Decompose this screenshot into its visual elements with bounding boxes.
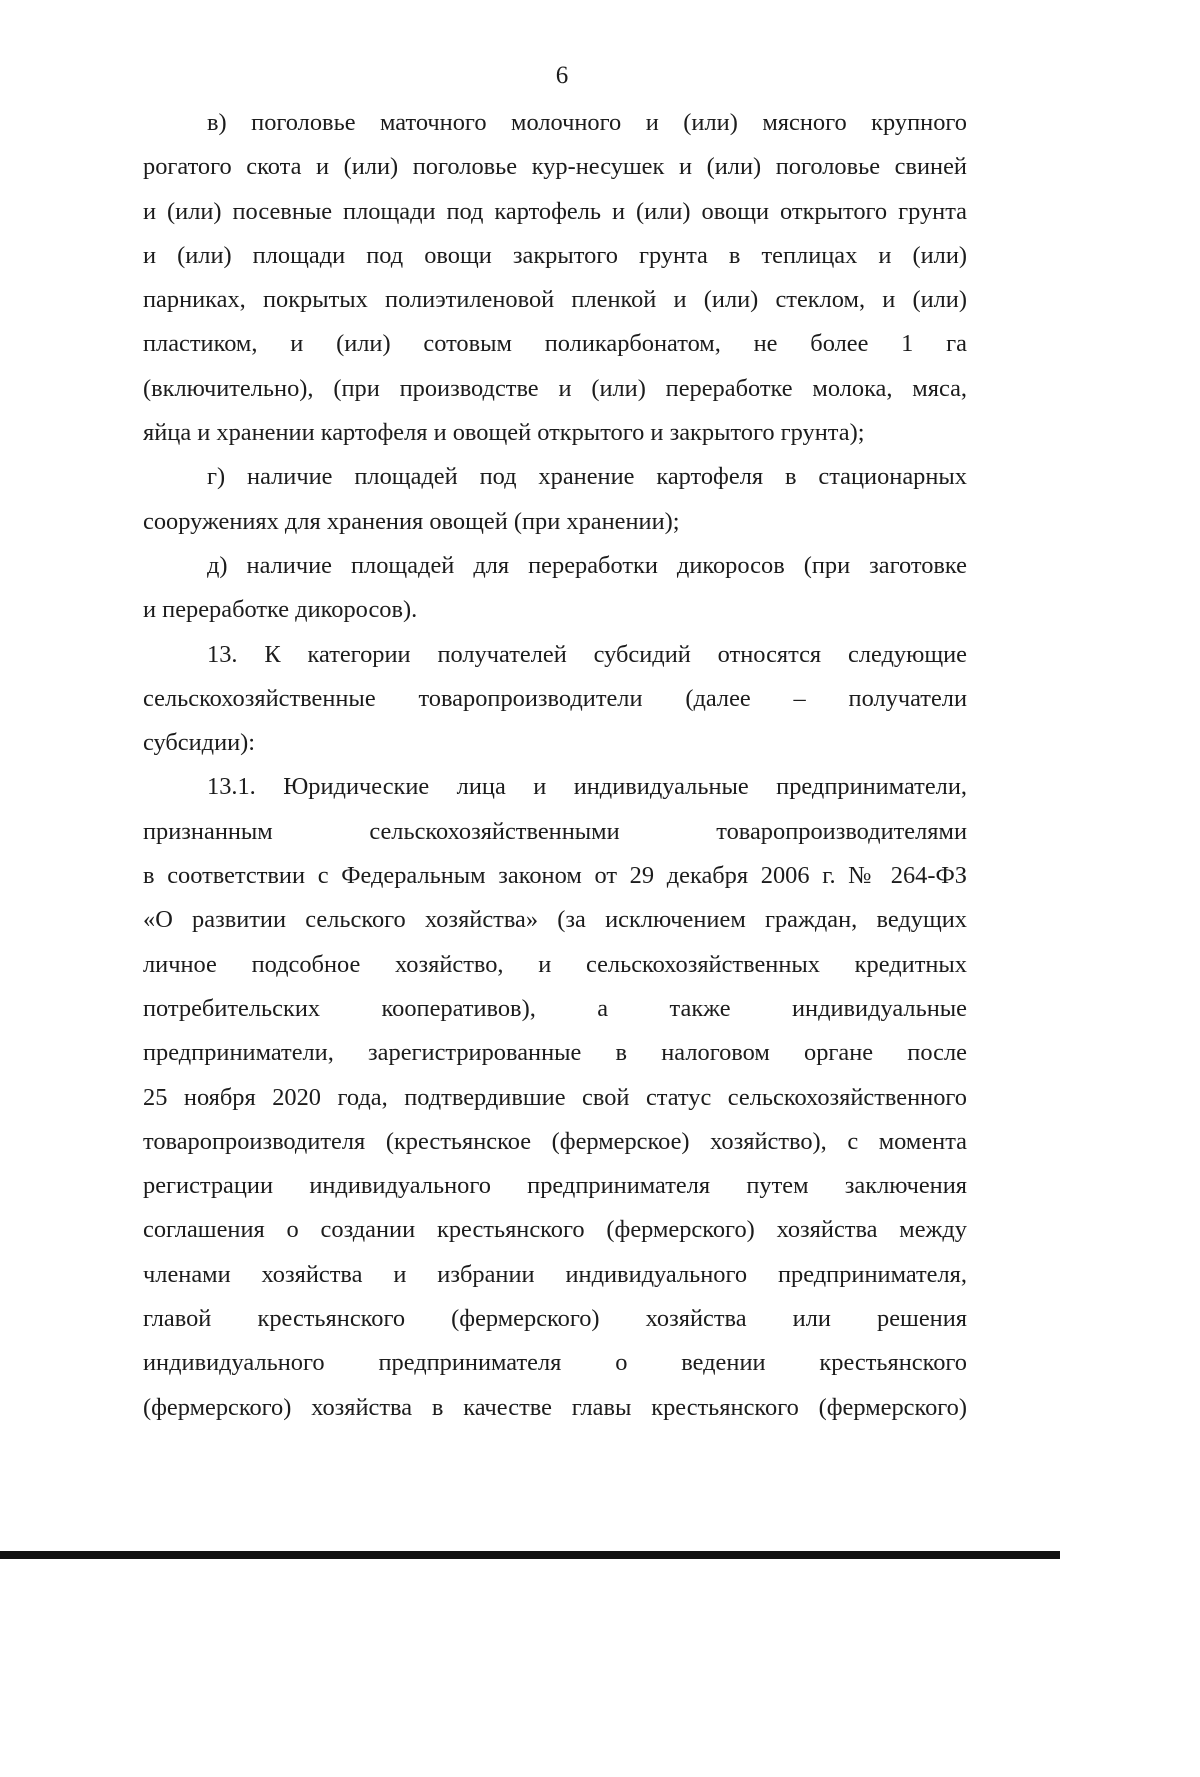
text-line-row xyxy=(143,1386,967,1430)
text-line: сооружениях для хранения овощей (при хранении); xyxy=(143,507,680,535)
text-line-row xyxy=(143,1253,967,1297)
text-line: и переработке дикоросов). xyxy=(143,596,418,624)
paragraph-item-g xyxy=(143,455,967,499)
text-line: товаропроизводителя (крестьянское (фермерское) хозяйство), с момента xyxy=(143,1127,967,1155)
text-line: рогатого скота и (или) поголовье кур-несушек и (или) поголовье свиней xyxy=(143,153,967,181)
document-body xyxy=(143,101,967,1430)
text-line: потребительских кооперативов), а также индивидуальные xyxy=(143,994,967,1022)
text-line-row xyxy=(143,588,967,632)
text-line: субсидии): xyxy=(143,729,256,757)
paragraph-item-d xyxy=(143,544,967,588)
text-line: «О развитии сельского хозяйства» (за исключением граждан, ведущих xyxy=(143,906,967,934)
text-line-row xyxy=(143,721,967,765)
text-line: г) наличие площадей под хранение картофеля в стационарных xyxy=(207,463,967,491)
text-line-row xyxy=(143,278,967,322)
text-line: в) поголовье маточного молочного и (или) мясного крупного xyxy=(207,109,967,136)
text-line-row xyxy=(143,1297,967,1341)
text-line-row xyxy=(143,810,967,854)
text-line: (фермерского) хозяйства в качестве главы крестьянского (фермерского) xyxy=(143,1393,967,1421)
scan-bottom-border xyxy=(0,1551,1060,1559)
text-line: предприниматели, зарегистрированные в налоговом органе после xyxy=(143,1039,967,1067)
paragraph-13 xyxy=(143,633,967,677)
text-line: сельскохозяйственные товаропроизводители (далее – получатели xyxy=(143,684,967,712)
text-line-row xyxy=(143,1341,967,1385)
text-line-row xyxy=(143,1076,967,1120)
text-line: регистрации индивидуального предпринимателя путем заключения xyxy=(143,1172,967,1200)
text-line-row xyxy=(143,943,967,987)
text-line: членами хозяйства и избрании индивидуального предпринимателя, xyxy=(143,1260,967,1288)
text-line: 13. К категории получателей субсидий относятся следующие xyxy=(207,640,967,668)
text-line-row xyxy=(143,1031,967,1075)
text-line: индивидуального предпринимателя о ведении крестьянского xyxy=(143,1349,967,1377)
text-line: парниках, покрытых полиэтиленовой пленкой и (или) стеклом, и (или) xyxy=(143,286,967,314)
paragraph-item-v xyxy=(143,101,967,145)
text-line: яйца и хранении картофеля и овощей открытого и закрытого грунта); xyxy=(143,419,865,447)
text-line-row xyxy=(143,367,967,411)
text-line: 13.1. Юридические лица и индивидуальные предприниматели, xyxy=(207,773,967,801)
text-line-row xyxy=(143,677,967,721)
text-line: 25 ноября 2020 года, подтвердившие свой статус сельскохозяйственного xyxy=(143,1083,967,1111)
text-line-row xyxy=(143,1164,967,1208)
text-line: д) наличие площадей для переработки дикоросов (при заготовке xyxy=(207,551,967,579)
text-line-row xyxy=(143,854,967,898)
text-line-row xyxy=(143,145,967,189)
text-line: главой крестьянского (фермерского) хозяйства или решения xyxy=(143,1305,967,1333)
text-line: в соответствии с Федеральным законом от 29 декабря 2006 г. № 264-ФЗ xyxy=(143,862,967,890)
text-line-row xyxy=(143,411,967,455)
text-line: признанным сельскохозяйственными товаропроизводителями xyxy=(143,817,967,845)
page-number: 6 xyxy=(555,62,569,89)
text-line: соглашения о создании крестьянского (фермерского) хозяйства между xyxy=(143,1216,967,1244)
text-line-row xyxy=(143,234,967,278)
text-line-row xyxy=(143,987,967,1031)
paragraph-13-1 xyxy=(143,765,967,809)
text-line: пластиком, и (или) сотовым поликарбонатом, не более 1 га xyxy=(143,330,967,358)
text-line-row xyxy=(143,1120,967,1164)
text-line-row xyxy=(143,898,967,942)
text-line-row xyxy=(143,500,967,544)
text-line-row xyxy=(143,1208,967,1252)
text-line-row xyxy=(143,190,967,234)
text-line: и (или) посевные площади под картофель и (или) овощи открытого грунта xyxy=(143,197,967,225)
text-line: и (или) площади под овощи закрытого грунта в теплицах и (или) xyxy=(143,241,967,269)
text-line: (включительно), (при производстве и (или) переработке молока, мяса, xyxy=(143,374,967,402)
text-line-row xyxy=(143,322,967,366)
text-line: личное подсобное хозяйство, и сельскохозяйственных кредитных xyxy=(143,950,967,978)
